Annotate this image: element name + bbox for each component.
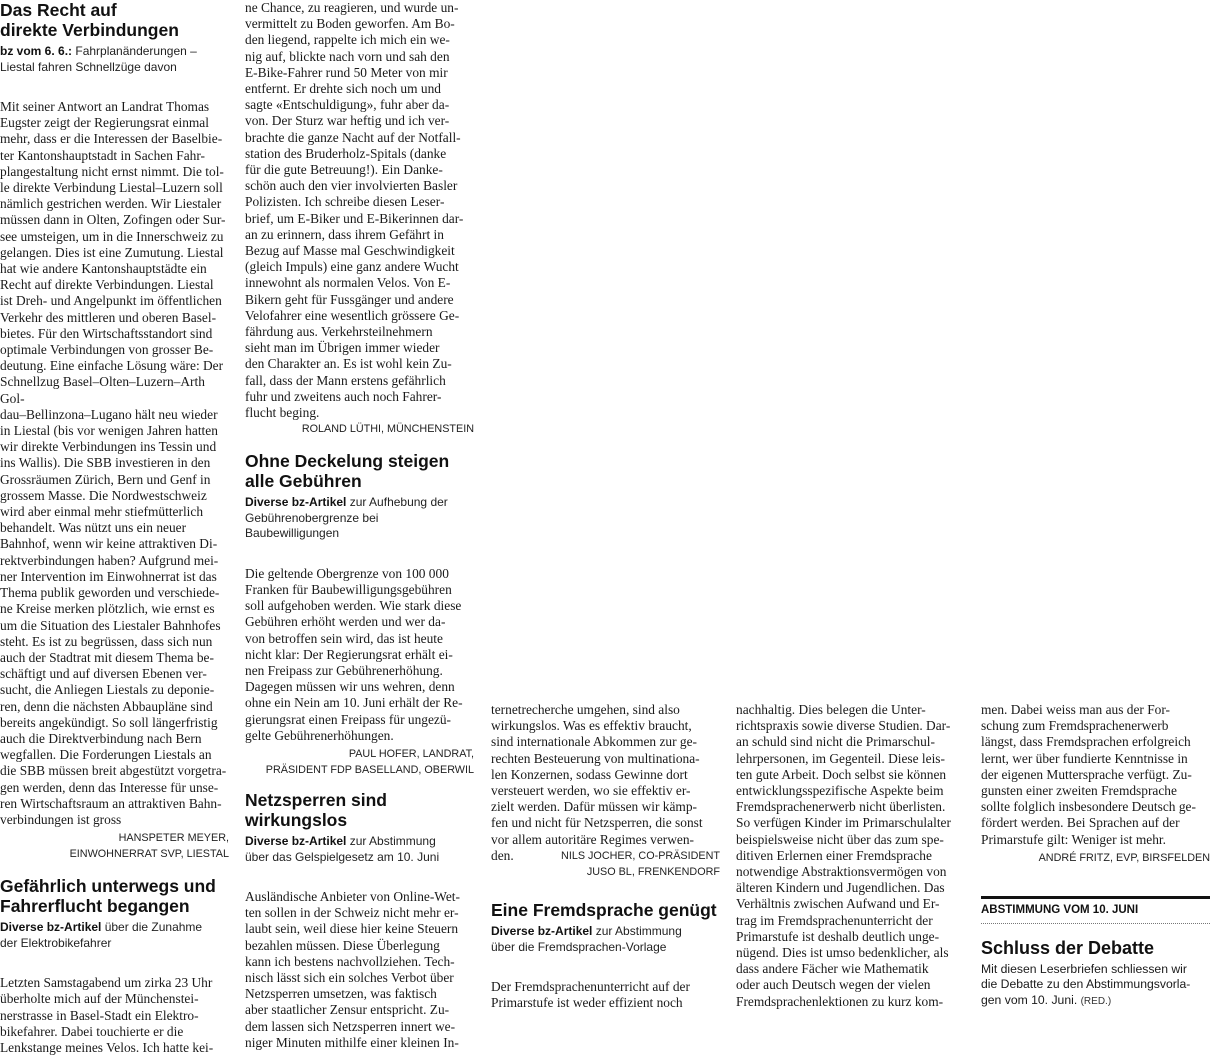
letter-5-body-continued: nachhaltig. Dies belegen die Unter- richtspraxis sowie diverse Studien. Dar- an schuld sind nicht die Primarschul- lehrpersonen, im Gegenteil. Diese leis- ten gute Arbeit. Doch selbst sie können entwicklungsspezifische Aspekte beim Fremdsprachenerwerb nicht überlisten. So verfügen Kinder im Primarschulalter beispielsweise nicht über das zum spe- ditiven Erlernen einer Fremdsprache notwendige Abstraktionsvermögen von älteren Kindern und Jugendlichen. Das Verhältnis zwischen Aufwand und Er- trag im Fremdsprachenunterricht der Primarstufe ist deshalb deutlich unge- nügend. Dies ist umso bedenklicher, als dass andere Fächer wie Mathematik oder auch Deutsch wegen der vielen Fremdsprachenlektionen zu kurz kom- [736, 702, 951, 1009]
letter-5-ref-source: Diverse bz-Artikel [491, 924, 593, 939]
letter-1-signature: HANSPETER MEYER, EINWOHNERRAT SVP, LIESTAL [69, 832, 229, 861]
closing-headline: Schluss der Debatte [981, 937, 1155, 958]
letter-2-headline: Gefährlich unterwegs und Fahrerflucht begangen [0, 876, 216, 917]
closing-body [981, 962, 1210, 1010]
column-4 [736, 702, 965, 1010]
letter-5-reference [491, 924, 720, 955]
letter-2-body: Letzten Samstagabend um zirka 23 Uhr überholte mich auf der Münchenstei- nerstrasse in Basel-Stadt ein Elektro- bikefahrer. Dabei touchierte er die Lenkstange meines Velos. Ich hatte kei- [0, 975, 214, 1055]
letter-1-ref-source: bz vom 6. 6.: [0, 44, 73, 58]
letter-1-ref-topic: Fahrplanänderungen – Liestal fahren Schnellzüge davon [0, 44, 197, 74]
column-2 [245, 0, 474, 1051]
letter-2-ref-source: Diverse bz-Artikel [0, 920, 102, 935]
letter-2-body-continued: ne Chance, zu reagieren, und wurde un- vermittelt zu Boden geworfen. Am Bo- den liegend, rappelte ich mich ein we- nig auf, blickte nach vorn und sah den E-Bike-Fahrer rund 50 Meter von mir entfernt. Er drehte sich noch um und sagte «Entschuldigung», fuhr aber da- von. Der Sturz war heftig und ich ver- brachte die ganze Nacht auf der Notfall- station des Bruderholz-Spitals (danke für die gute Betreuung!). Ein Danke- schön auch den vier involvierten Basler Polizisten. Ich schreibe diesen Leser- brief, um E-Biker und E-Bikerinnen dar- an zu erinnern, dass ihrem Gefährt in Bezug auf Masse mal Geschwindigkeit (gleich Impuls) eine ganz andere Wucht innewohnt als normalen Velos. Von E- Bikern geht für Fussgänger und andere Velofahrer eine wesentlich grössere Ge- fährdung aus. Verkehrsteilnehmern sieht man im Übrigen immer wieder den Charakter an. Es ist wohl kein Zu- fall, dass der Mann erstens gefährlich fuhr und zweitens auch noch Fahrer- flucht beging. [245, 0, 464, 421]
column-3 [491, 702, 720, 1011]
letter-4-headline: Netzsperren sind wirkungslos [245, 790, 387, 831]
editor-tag: (RED.) [1080, 995, 1112, 1007]
letter-5-ref-topic: zur Abstimmung über die Fremdsprachen-Vorlage [491, 924, 682, 954]
letter-3-reference [245, 495, 474, 542]
letter-3-signature: PAUL HOFER, LANDRAT, PRÄSIDENT FDP BASELLAND, OBERWIL [265, 748, 474, 777]
letter-4-reference [245, 834, 474, 865]
letter-5-headline: Eine Fremdsprache genügt [491, 900, 717, 921]
column-1 [0, 0, 229, 1056]
letter-4-ref-source: Diverse bz-Artikel [245, 834, 347, 849]
letter-5-body-continued-2: men. Dabei weiss man aus der For- schung zum Fremdsprachenerwerb längst, dass Fremdsprachen erfolgreich lernt, wer über fundierte Kenntnisse in der eigenen Muttersprache verfügt. Zu- gunsten einer zweiten Fremdsprache sollte folglich insbesondere Deutsch ge- fördert werden. Bei Sprachen auf der Primarstufe gilt: Weniger ist mehr. [981, 702, 1196, 847]
letter-1-reference [0, 44, 229, 75]
closing-body-text: Mit diesen Leserbriefen schliessen wir die Debatte zu den Abstimmungsvorla- gen vom 10. Juni. [981, 961, 1191, 1007]
letter-1-headline: Das Recht auf direkte Verbindungen [0, 0, 179, 40]
letter-2-reference [0, 920, 229, 951]
letter-3-headline: Ohne Deckelung steigen alle Gebühren [245, 451, 450, 492]
letter-4-body: Ausländische Anbieter von Online-Wet- ten sollen in der Schweiz nicht mehr er- laubt sein, weil diese hier keine Steuern bezahlen müssen. Diese Überlegung kann ich bestens nachvollziehen. Tech- nisch lässt sich ein solches Verbot über Netzsperren umsetzen, was faktisch aber staatlicher Zensur entspricht. Zu- dem lassen sich Netzsperren innert we- niger Minuten mithilfe einer kleinen In- [245, 889, 460, 1050]
letter-2-ref-topic: über die Zunahme der Elektrobikefahrer [0, 920, 203, 950]
letter-5-body: Der Fremdsprachenunterricht auf der Primarstufe ist weder effizient noch [491, 979, 690, 1011]
column-5 [981, 702, 1210, 1009]
letter-3-ref-topic: zur Aufhebung der Gebührenobergrenze bei Baubewilligungen [245, 495, 448, 541]
letter-2-signature: ROLAND LÜTHI, MÜNCHENSTEIN [301, 423, 474, 436]
letter-4-body-continued: ternetrecherche umgehen, sind also wirkungslos. Was es effektiv braucht, sind internationale Abkommen zur ge- rechten Besteuerung von multinationa- len Konzernen, sodass Gewinne dort versteuert werden, wo sie effektiv er- zielt werden. Dafür müssen wir kämp- fen und nicht für Netzsperren, die sonst vor allem autoritäre Regimes verwen- den. [491, 702, 703, 863]
letter-3-ref-source: Diverse bz-Artikel [245, 495, 347, 510]
letter-1-body: Mit seiner Antwort an Landrat Thomas Eugster zeigt der Regierungsrat einmal mehr, dass er die Interessen der Baselbie- ter Kantonshauptstadt in Sachen Fahr- plangestaltung nicht ernst nimmt. Die tol- le direkte Verbindung Liestal–Luzern soll nämlich gestrichen werden. Wir Liestaler müssen dann in Olten, Zofingen oder Sur- see umsteigen, um in die Innerschweiz zu gelangen. Dies ist eine Zumutung. Liestal hat wie andere Kantonshauptstädte ein Recht auf direkte Verbindungen. Liestal ist Dreh- und Angelpunkt im öffentlichen Verkehr des mittleren und oberen Basel- bietes. Für den Wirtschaftsstandort sind optimale Verbindungen von grosser Be- deutung. Eine einfache Lösung wäre: Der Schnellzug Basel–Olten–Luzern–Arth Gol- dau–Bellinzona–Lugano hält neu wieder in Liestal (bis vor wenigen Jahren hatten wir direkte Verbindungen ins Tessin und ins Wallis). Die SBB investieren in den Grossräumen Zürich, Bern und Genf in grossem Masse. Die Nordwestschweiz wird aber einmal mehr stiefmütterlich behandelt. Was nützt uns ein neuer Bahnhof, wenn wir keine attraktiven Di- rektverbindungen haben? Aufgrund mei- ner Intervention im Einwohnerrat ist das Thema publik geworden und verschiede- ne Kreise merken plötzlich, wie ernst es um die Situation des Liestaler Bahnhofes steht. Es ist zu begrüssen, dass sich nun auch der Stadtrat mit diesem Thema be- schäftigt und auf diversen Ebenen ver- sucht, die Anliegen Liestals zu deponie- ren, denn die nächsten Abbaupläne sind bereits angekündigt. So soll längerfristig auch die Direktverbindung nach Bern wegfallen. Die Forderungen Liestals an die SBB müssen breit abgestützt vorgetra- gen werden, denn das Interesse für unse- ren Wirtschaftsraum an attraktiven Bahn- verbindungen ist gross [0, 99, 227, 827]
closing-section-label: ABSTIMMUNG VOM 10. JUNI [981, 896, 1210, 924]
letter-3-body: Die geltende Obergrenze von 100 000 Franken für Baubewilligungsgebühren soll aufgehoben werden. Wie stark diese Gebühren erhöht werden und wer da- von betroffen sein wird, das ist heute nicht klar: Der Regierungsrat erhält ei- nen Freipass zur Gebührenerhöhung. Dagegen müssen wir uns wehren, denn ohne ein Nein am 10. Juni erhält der Re- gierungsrat einen Freipass für ungezü- gelte Gebührenerhöhungen. [245, 565, 463, 743]
letter-5-signature: ANDRÉ FRITZ, EVP, BIRSFELDEN [1038, 851, 1210, 864]
letter-4-signature: NILS JOCHER, CO-PRÄSIDENT JUSO BL, FRENKENDORF [561, 850, 720, 879]
letter-4-ref-topic: zur Abstimmung über das Gelspielgesetz am 10. Juni [245, 834, 440, 864]
